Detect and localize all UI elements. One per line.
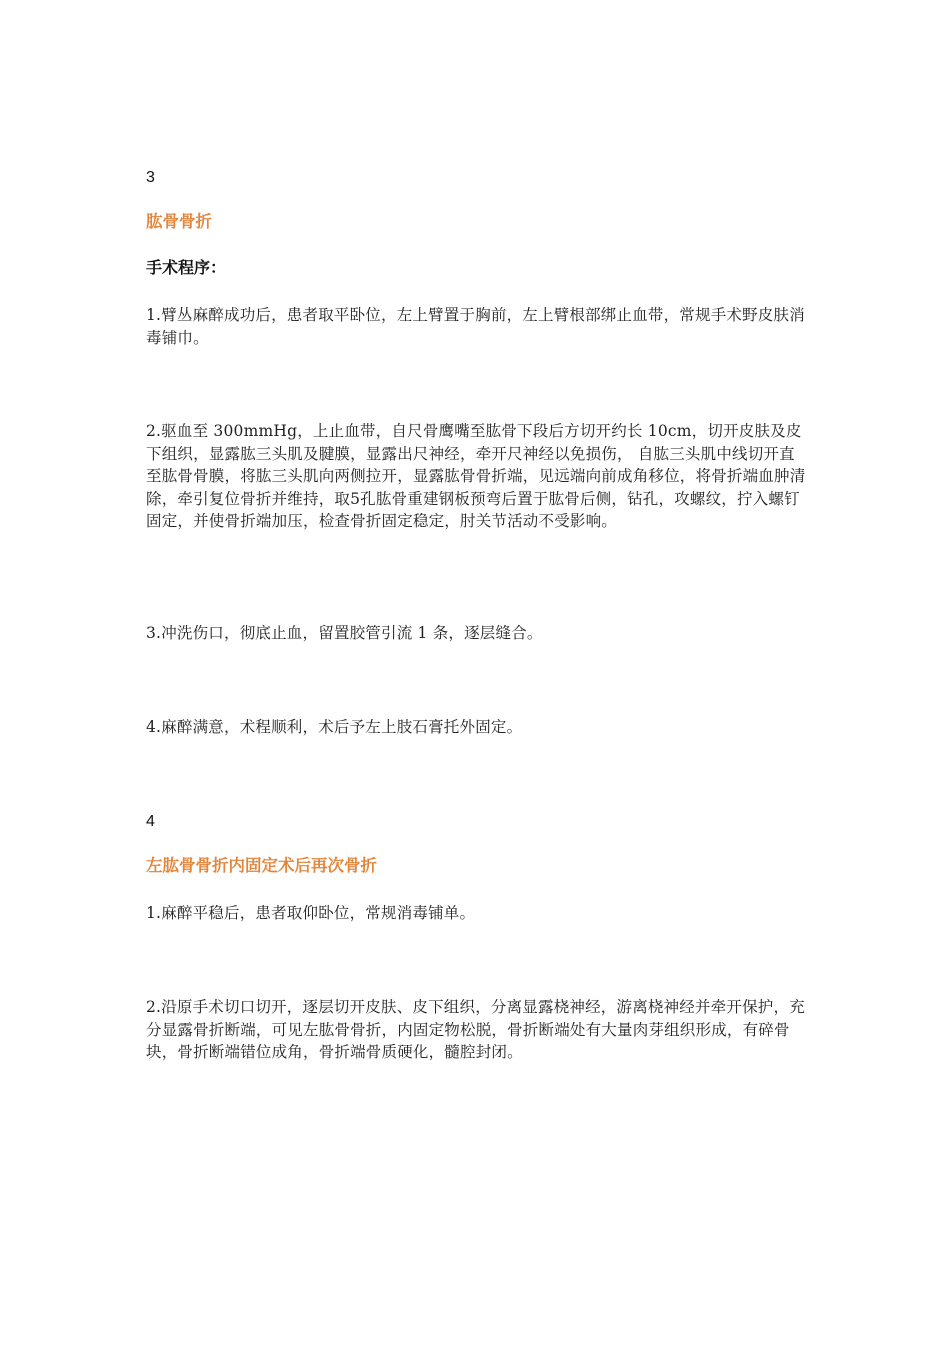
section-title: 肱骨骨折 [146, 212, 212, 231]
section-subheading: 手术程序： [146, 258, 227, 277]
paragraph: 1.麻醉平稳后，患者取仰卧位，常规消毒铺单。 [146, 904, 476, 922]
paragraph: 2.沿原手术切口切开，逐层切开皮肤、皮下组织，分离显露桡神经，游离桡神经并牵开保护，充分显露骨折断端，可见左肱骨骨折，内固定物松脱，骨折断端处有大量肉芽组织形成，有碎骨块，骨折断端错位成角，骨折端骨质硬化，髓腔封闭。 [146, 998, 805, 1061]
section-number: 4 [146, 813, 155, 830]
paragraph: 2.驱血至 300mmHg，上止血带，自尺骨鹰嘴至肱骨下段后方切开约长 10cm，切开皮肤及皮下组织，显露肱三头肌及腱膜，显露出尺神经，牵开尺神经以免损伤， 自肱三头肌中线切开直至肱骨骨膜，将肱三头肌向两侧拉开，显露肱骨骨折端，见远端向前成角移位，将骨折端血肿清除，牵引复位骨折并维持，取5孔肱骨重建钢板预弯后置于肱骨后侧，钻孔，攻螺纹，拧入螺钉固定，并使骨折端加压，检查骨折固定稳定，肘关节活动不受影响。 [146, 422, 806, 530]
paragraph: 3.冲洗伤口，彻底止血，留置胶管引流 1 条，逐层缝合。 [146, 624, 543, 642]
paragraph: 1.臂丛麻醉成功后，患者取平卧位，左上臂置于胸前，左上臂根部绑止血带，常规手术野皮肤消毒铺巾。 [146, 306, 805, 347]
section-number: 3 [146, 169, 155, 186]
paragraph: 4.麻醉满意，术程顺利，术后予左上肢石膏托外固定。 [146, 718, 523, 736]
section-title: 左肱骨骨折内固定术后再次骨折 [146, 856, 377, 875]
